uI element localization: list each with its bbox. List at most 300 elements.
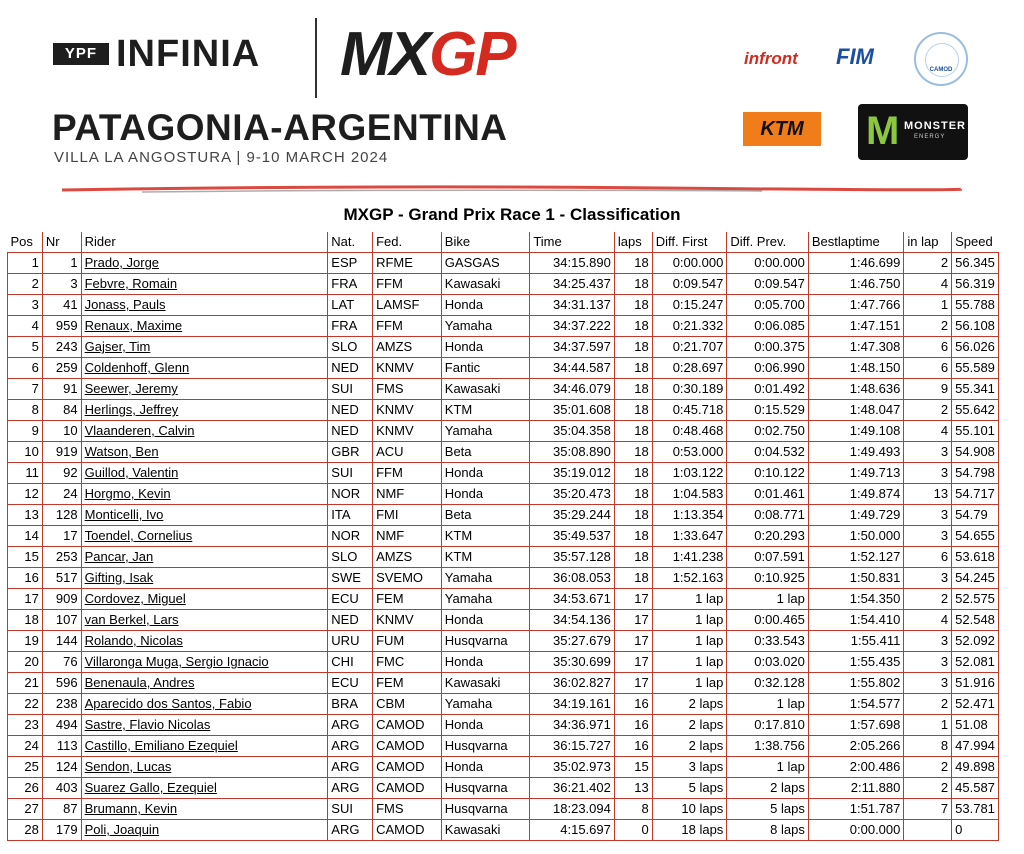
cell-diff-prev: 0:33.543: [727, 631, 809, 652]
cell-bestlaptime: 1:49.713: [808, 463, 904, 484]
cell-speed: 55.788: [952, 295, 999, 316]
cell-fed: FFM: [373, 316, 442, 337]
cell-time: 35:19.012: [530, 463, 615, 484]
infront-logo: infront: [744, 49, 798, 68]
cell-diff-prev: 0:15.529: [727, 400, 809, 421]
cell-rider[interactable]: Gifting, Isak: [81, 568, 328, 589]
cell-nr: 128: [42, 505, 81, 526]
ktm-logo: KTM: [743, 112, 821, 146]
cell-time: 34:37.222: [530, 316, 615, 337]
cell-diff-first: 1 lap: [652, 673, 727, 694]
cell-in-lap: 3: [904, 505, 952, 526]
cell-rider[interactable]: Herlings, Jeffrey: [81, 400, 328, 421]
cell-rider[interactable]: Cordovez, Miguel: [81, 589, 328, 610]
cell-diff-prev: 0:06.085: [727, 316, 809, 337]
cell-rider[interactable]: Coldenhoff, Glenn: [81, 358, 328, 379]
cell-diff-first: 0:21.707: [652, 337, 727, 358]
cell-bestlaptime: 1:55.802: [808, 673, 904, 694]
cell-diff-first: 0:48.468: [652, 421, 727, 442]
cell-in-lap: 4: [904, 274, 952, 295]
cell-in-lap: 3: [904, 631, 952, 652]
cell-nat: ARG: [328, 820, 373, 841]
cell-bestlaptime: 1:51.787: [808, 799, 904, 820]
cell-nr: 596: [42, 673, 81, 694]
cell-pos: 8: [8, 400, 43, 421]
cell-laps: 17: [614, 673, 652, 694]
seal-label: CAMOD: [929, 67, 953, 73]
cell-bestlaptime: 1:49.729: [808, 505, 904, 526]
cell-speed: 52.548: [952, 610, 999, 631]
cell-laps: 18: [614, 442, 652, 463]
cell-rider[interactable]: Horgmo, Kevin: [81, 484, 328, 505]
cell-diff-first: 1:13.354: [652, 505, 727, 526]
cell-rider[interactable]: Sastre, Flavio Nicolas: [81, 715, 328, 736]
cell-rider[interactable]: Seewer, Jeremy: [81, 379, 328, 400]
cell-bestlaptime: 1:54.350: [808, 589, 904, 610]
cell-nr: 17: [42, 526, 81, 547]
cell-speed: 54.908: [952, 442, 999, 463]
cell-pos: 7: [8, 379, 43, 400]
cell-diff-first: 0:00.000: [652, 253, 727, 274]
cell-nat: SLO: [328, 547, 373, 568]
cell-time: 34:25.437: [530, 274, 615, 295]
cell-laps: 18: [614, 337, 652, 358]
cell-laps: 18: [614, 379, 652, 400]
cell-bike: Honda: [441, 610, 530, 631]
cell-nat: SUI: [328, 379, 373, 400]
cell-rider[interactable]: Febvre, Romain: [81, 274, 328, 295]
table-row: [8, 463, 999, 484]
cell-nat: NED: [328, 358, 373, 379]
cell-speed: 52.092: [952, 631, 999, 652]
infinia-logo: INFINIA: [116, 33, 261, 75]
cell-rider[interactable]: Benenaula, Andres: [81, 673, 328, 694]
cell-bestlaptime: 1:55.411: [808, 631, 904, 652]
cell-nat: FRA: [328, 316, 373, 337]
column-header-laps: laps: [614, 232, 652, 253]
cell-rider[interactable]: Poli, Joaquin: [81, 820, 328, 841]
event-name: PATAGONIA-ARGENTINA: [52, 107, 508, 148]
cell-laps: 13: [614, 778, 652, 799]
cell-time: 35:27.679: [530, 631, 615, 652]
cell-bike: Yamaha: [441, 568, 530, 589]
cell-diff-first: 1:04.583: [652, 484, 727, 505]
cell-bike: KTM: [441, 547, 530, 568]
cell-nat: NOR: [328, 526, 373, 547]
cell-diff-first: 0:28.697: [652, 358, 727, 379]
table-row: [8, 400, 999, 421]
cell-nr: 243: [42, 337, 81, 358]
cell-fed: FEM: [373, 673, 442, 694]
cell-rider[interactable]: Renaux, Maxime: [81, 316, 328, 337]
cell-bike: Husqvarna: [441, 631, 530, 652]
cell-rider[interactable]: Aparecido dos Santos, Fabio: [81, 694, 328, 715]
cell-time: 35:02.973: [530, 757, 615, 778]
cell-diff-prev: 0:00.465: [727, 610, 809, 631]
cell-in-lap: 3: [904, 568, 952, 589]
cell-bestlaptime: 2:11.880: [808, 778, 904, 799]
cell-diff-first: 1:52.163: [652, 568, 727, 589]
cell-diff-first: 0:53.000: [652, 442, 727, 463]
cell-pos: 23: [8, 715, 43, 736]
cell-rider[interactable]: Guillod, Valentin: [81, 463, 328, 484]
cell-in-lap: 2: [904, 694, 952, 715]
cell-speed: 56.319: [952, 274, 999, 295]
cell-nr: 91: [42, 379, 81, 400]
cell-bestlaptime: 0:00.000: [808, 820, 904, 841]
cell-diff-first: 2 laps: [652, 715, 727, 736]
cell-time: 35:57.128: [530, 547, 615, 568]
cell-rider[interactable]: Monticelli, Ivo: [81, 505, 328, 526]
cell-time: 36:08.053: [530, 568, 615, 589]
cell-diff-prev: 1 lap: [727, 757, 809, 778]
cell-diff-prev: 1 lap: [727, 694, 809, 715]
cell-pos: 2: [8, 274, 43, 295]
table-row: [8, 820, 999, 841]
cell-rider[interactable]: Suarez Gallo, Ezequiel: [81, 778, 328, 799]
cell-rider[interactable]: Watson, Ben: [81, 442, 328, 463]
cell-bestlaptime: 1:50.000: [808, 526, 904, 547]
cell-in-lap: 2: [904, 400, 952, 421]
column-header-nat: Nat.: [328, 232, 373, 253]
cell-time: 34:54.136: [530, 610, 615, 631]
cell-diff-prev: 1 lap: [727, 589, 809, 610]
cell-time: 35:49.537: [530, 526, 615, 547]
cell-rider[interactable]: Castillo, Emiliano Ezequiel: [81, 736, 328, 757]
table-row: [8, 778, 999, 799]
cell-time: 34:44.587: [530, 358, 615, 379]
cell-speed: 51.916: [952, 673, 999, 694]
event-banner: [0, 0, 1024, 200]
cell-laps: 18: [614, 568, 652, 589]
cell-diff-prev: 0:00.000: [727, 253, 809, 274]
cell-diff-first: 18 laps: [652, 820, 727, 841]
cell-laps: 16: [614, 736, 652, 757]
cell-bestlaptime: 1:49.874: [808, 484, 904, 505]
cell-fed: AMZS: [373, 337, 442, 358]
cell-nat: ARG: [328, 778, 373, 799]
table-row: [8, 274, 999, 295]
cell-pos: 14: [8, 526, 43, 547]
table-row: [8, 421, 999, 442]
cell-bike: Honda: [441, 652, 530, 673]
cell-nat: ECU: [328, 589, 373, 610]
page-title: MXGP - Grand Prix Race 1 - Classification: [343, 205, 681, 224]
cell-fed: KNMV: [373, 358, 442, 379]
cell-laps: 8: [614, 799, 652, 820]
table-row: [8, 295, 999, 316]
cell-time: 35:01.608: [530, 400, 615, 421]
cell-in-lap: 2: [904, 778, 952, 799]
cell-in-lap: [904, 820, 952, 841]
cell-speed: 51.08: [952, 715, 999, 736]
cell-nr: 494: [42, 715, 81, 736]
cell-rider[interactable]: Jonass, Pauls: [81, 295, 328, 316]
column-header-nr: Nr: [42, 232, 81, 253]
cell-diff-prev: 8 laps: [727, 820, 809, 841]
cell-speed: 56.108: [952, 316, 999, 337]
cell-fed: CAMOD: [373, 778, 442, 799]
cell-bike: Kawasaki: [441, 820, 530, 841]
cell-in-lap: 2: [904, 316, 952, 337]
cell-speed: 55.341: [952, 379, 999, 400]
column-header-fed: Fed.: [373, 232, 442, 253]
cell-pos: 1: [8, 253, 43, 274]
cell-fed: LAMSF: [373, 295, 442, 316]
cell-bike: Honda: [441, 715, 530, 736]
cell-bike: KTM: [441, 400, 530, 421]
cell-pos: 24: [8, 736, 43, 757]
cell-diff-first: 2 laps: [652, 694, 727, 715]
cell-time: 35:30.699: [530, 652, 615, 673]
cell-rider[interactable]: Villaronga Muga, Sergio Ignacio: [81, 652, 328, 673]
banner-divider: [315, 18, 317, 98]
cell-diff-first: 1 lap: [652, 631, 727, 652]
cell-bike: Honda: [441, 295, 530, 316]
cell-nat: NED: [328, 400, 373, 421]
cell-laps: 18: [614, 484, 652, 505]
cell-bike: Honda: [441, 484, 530, 505]
cell-laps: 17: [614, 631, 652, 652]
cell-in-lap: 3: [904, 463, 952, 484]
cell-pos: 17: [8, 589, 43, 610]
column-header-bestlaptime: Bestlaptime: [808, 232, 904, 253]
cell-bike: Yamaha: [441, 316, 530, 337]
cell-bike: Kawasaki: [441, 274, 530, 295]
cell-nr: 84: [42, 400, 81, 421]
cell-nr: 10: [42, 421, 81, 442]
cell-fed: AMZS: [373, 547, 442, 568]
cell-nr: 1: [42, 253, 81, 274]
classification-table: [7, 232, 999, 841]
cell-bestlaptime: 1:47.308: [808, 337, 904, 358]
monster-sub-label: ENERGY: [914, 134, 946, 140]
cell-in-lap: 6: [904, 337, 952, 358]
table-row: [8, 589, 999, 610]
cell-bestlaptime: 1:48.636: [808, 379, 904, 400]
cell-bestlaptime: 1:48.047: [808, 400, 904, 421]
mxgp-logo-mx: MX: [340, 20, 429, 89]
cell-fed: NMF: [373, 484, 442, 505]
cell-nat: NED: [328, 421, 373, 442]
cell-pos: 9: [8, 421, 43, 442]
cell-bestlaptime: 1:47.151: [808, 316, 904, 337]
cell-nr: 87: [42, 799, 81, 820]
table-body: [8, 253, 999, 841]
cell-time: 35:04.358: [530, 421, 615, 442]
monster-energy-logo: [858, 104, 968, 160]
cell-fed: KNMV: [373, 610, 442, 631]
cell-nr: 144: [42, 631, 81, 652]
cell-pos: 26: [8, 778, 43, 799]
cell-diff-first: 1:41.238: [652, 547, 727, 568]
cell-in-lap: 6: [904, 358, 952, 379]
cell-diff-first: 1 lap: [652, 589, 727, 610]
cell-speed: 54.717: [952, 484, 999, 505]
cell-bike: Kawasaki: [441, 673, 530, 694]
cell-in-lap: 13: [904, 484, 952, 505]
cell-diff-prev: 0:02.750: [727, 421, 809, 442]
cell-pos: 6: [8, 358, 43, 379]
cell-diff-first: 0:09.547: [652, 274, 727, 295]
cell-rider[interactable]: Rolando, Nicolas: [81, 631, 328, 652]
cell-rider[interactable]: Prado, Jorge: [81, 253, 328, 274]
cell-pos: 11: [8, 463, 43, 484]
cell-nr: 517: [42, 568, 81, 589]
cell-nr: 107: [42, 610, 81, 631]
cell-speed: 55.642: [952, 400, 999, 421]
cell-diff-prev: 0:09.547: [727, 274, 809, 295]
cell-in-lap: 2: [904, 253, 952, 274]
mxgp-logo-gp: GP: [429, 20, 515, 89]
cell-pos: 15: [8, 547, 43, 568]
cell-speed: 53.781: [952, 799, 999, 820]
cell-bike: Husqvarna: [441, 799, 530, 820]
table-row: [8, 799, 999, 820]
cell-rider[interactable]: Brumann, Kevin: [81, 799, 328, 820]
cell-diff-prev: 0:20.293: [727, 526, 809, 547]
cell-pos: 12: [8, 484, 43, 505]
cell-diff-first: 0:45.718: [652, 400, 727, 421]
cell-nat: CHI: [328, 652, 373, 673]
column-header-bike: Bike: [441, 232, 530, 253]
cell-nat: NED: [328, 610, 373, 631]
cell-laps: 18: [614, 274, 652, 295]
table-row: [8, 337, 999, 358]
cell-time: 4:15.697: [530, 820, 615, 841]
cell-fed: NMF: [373, 526, 442, 547]
cell-nr: 24: [42, 484, 81, 505]
column-header-diff-prev: Diff. Prev.: [727, 232, 809, 253]
cell-in-lap: 3: [904, 673, 952, 694]
cell-bestlaptime: 1:49.108: [808, 421, 904, 442]
cell-diff-prev: 0:07.591: [727, 547, 809, 568]
cell-bike: Honda: [441, 463, 530, 484]
cell-pos: 20: [8, 652, 43, 673]
cell-fed: CBM: [373, 694, 442, 715]
cell-fed: SVEMO: [373, 568, 442, 589]
cell-nat: LAT: [328, 295, 373, 316]
cell-diff-prev: 0:10.925: [727, 568, 809, 589]
column-header-in-lap: in lap: [904, 232, 952, 253]
cell-in-lap: 3: [904, 526, 952, 547]
cell-fed: KNMV: [373, 421, 442, 442]
cell-pos: 16: [8, 568, 43, 589]
cell-time: 18:23.094: [530, 799, 615, 820]
cell-bestlaptime: 1:52.127: [808, 547, 904, 568]
cell-diff-first: 1:33.647: [652, 526, 727, 547]
cell-nr: 238: [42, 694, 81, 715]
cell-laps: 18: [614, 316, 652, 337]
cell-diff-first: 2 laps: [652, 736, 727, 757]
cell-in-lap: 2: [904, 757, 952, 778]
cell-pos: 19: [8, 631, 43, 652]
cell-bike: Kawasaki: [441, 379, 530, 400]
table-row: [8, 484, 999, 505]
fim-logo: FIM: [836, 44, 874, 69]
cell-bike: Yamaha: [441, 694, 530, 715]
cell-fed: FEM: [373, 589, 442, 610]
cell-time: 35:20.473: [530, 484, 615, 505]
cell-time: 34:31.137: [530, 295, 615, 316]
cell-rider[interactable]: Vlaanderen, Calvin: [81, 421, 328, 442]
cell-in-lap: 4: [904, 610, 952, 631]
cell-in-lap: 9: [904, 379, 952, 400]
monster-label: MONSTER: [904, 120, 966, 132]
table-row: [8, 253, 999, 274]
table-row: [8, 379, 999, 400]
cell-speed: 0: [952, 820, 999, 841]
cell-diff-prev: 5 laps: [727, 799, 809, 820]
cell-bike: Honda: [441, 757, 530, 778]
cell-nr: 919: [42, 442, 81, 463]
cell-laps: 17: [614, 610, 652, 631]
cell-nat: URU: [328, 631, 373, 652]
cell-diff-prev: 0:01.461: [727, 484, 809, 505]
cell-bike: Honda: [441, 337, 530, 358]
cell-fed: CAMOD: [373, 736, 442, 757]
column-header-rider: Rider: [81, 232, 328, 253]
cell-time: 36:15.727: [530, 736, 615, 757]
cell-fed: FMS: [373, 379, 442, 400]
cell-rider[interactable]: Pancar, Jan: [81, 547, 328, 568]
cell-time: 34:15.890: [530, 253, 615, 274]
cell-nat: SLO: [328, 337, 373, 358]
cell-laps: 18: [614, 505, 652, 526]
table-row: [8, 631, 999, 652]
cell-in-lap: 1: [904, 715, 952, 736]
table-row: [8, 652, 999, 673]
cell-laps: 17: [614, 652, 652, 673]
cell-rider[interactable]: van Berkel, Lars: [81, 610, 328, 631]
cell-bestlaptime: 1:55.435: [808, 652, 904, 673]
cell-nr: 403: [42, 778, 81, 799]
cell-speed: 53.618: [952, 547, 999, 568]
cell-speed: 52.471: [952, 694, 999, 715]
cell-diff-prev: 0:03.020: [727, 652, 809, 673]
cell-pos: 27: [8, 799, 43, 820]
cell-speed: 54.798: [952, 463, 999, 484]
cell-nr: 253: [42, 547, 81, 568]
table-row: [8, 358, 999, 379]
cell-speed: 52.081: [952, 652, 999, 673]
cell-in-lap: 1: [904, 295, 952, 316]
cell-diff-prev: 0:04.532: [727, 442, 809, 463]
table-row: [8, 316, 999, 337]
cell-in-lap: 3: [904, 442, 952, 463]
cell-diff-first: 5 laps: [652, 778, 727, 799]
cell-laps: 16: [614, 694, 652, 715]
cell-rider[interactable]: Toendel, Cornelius: [81, 526, 328, 547]
cell-speed: 55.589: [952, 358, 999, 379]
cell-rider[interactable]: Sendon, Lucas: [81, 757, 328, 778]
cell-nat: GBR: [328, 442, 373, 463]
cell-time: 34:46.079: [530, 379, 615, 400]
banner-swoosh: [62, 184, 962, 194]
cell-rider[interactable]: Gajser, Tim: [81, 337, 328, 358]
cell-fed: FFM: [373, 274, 442, 295]
table-row: [8, 715, 999, 736]
cell-nr: 124: [42, 757, 81, 778]
ypf-logo: YPF: [53, 43, 109, 65]
cell-in-lap: 2: [904, 589, 952, 610]
cell-diff-prev: 2 laps: [727, 778, 809, 799]
cell-speed: 56.345: [952, 253, 999, 274]
cell-pos: 5: [8, 337, 43, 358]
table-row: [8, 547, 999, 568]
cell-bike: Husqvarna: [441, 778, 530, 799]
cell-bestlaptime: 2:05.266: [808, 736, 904, 757]
